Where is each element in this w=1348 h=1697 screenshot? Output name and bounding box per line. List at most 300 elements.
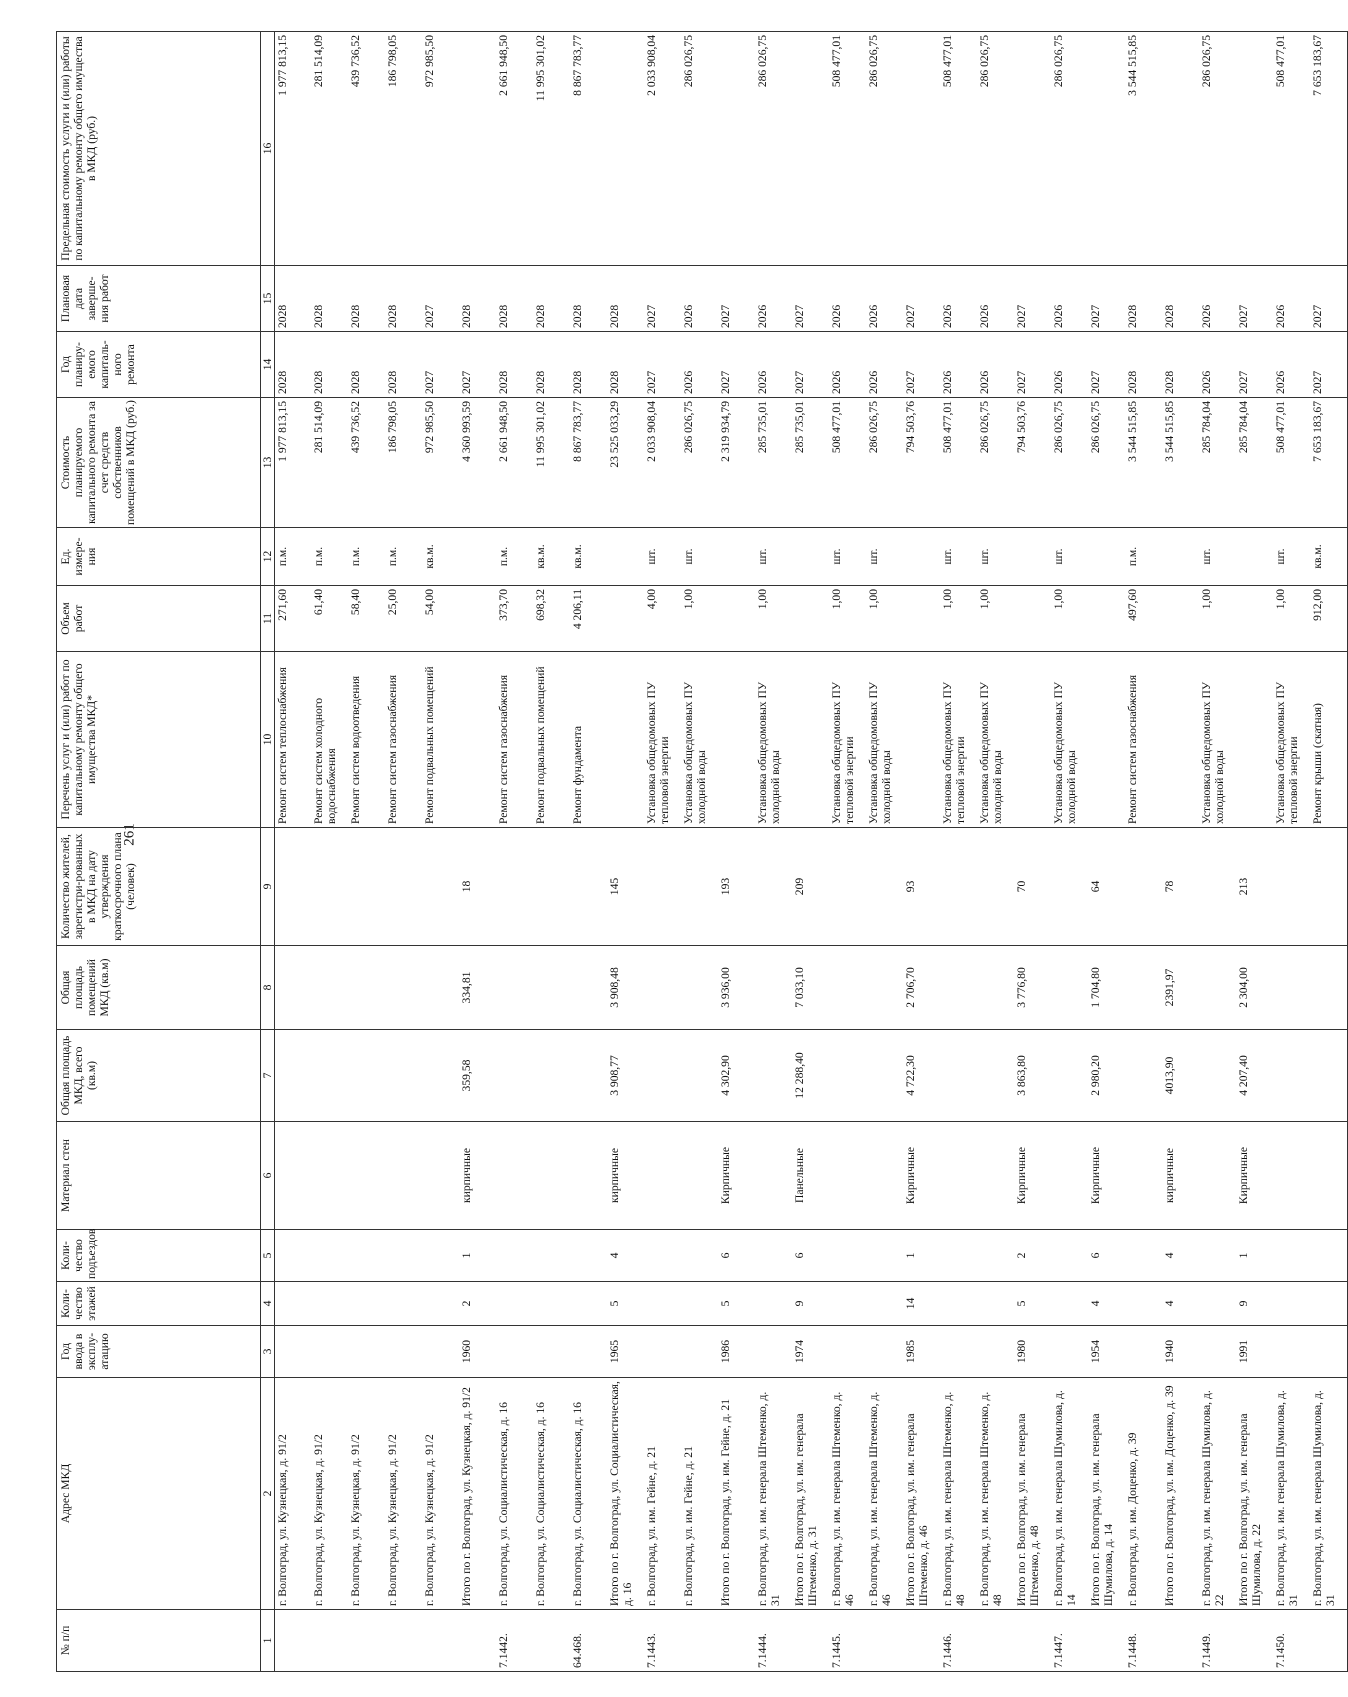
table-cell xyxy=(1088,1610,1125,1672)
table-cell: 698,32 xyxy=(533,586,570,652)
table-cell: Установка общедомовых ПУ холодной воды xyxy=(866,652,903,828)
table-cell xyxy=(1310,828,1347,946)
table-cell xyxy=(385,828,422,946)
rotated-page xyxy=(56,32,1338,1672)
table-cell: 193 xyxy=(718,828,755,946)
table-cell xyxy=(1051,946,1088,1030)
table-cell: 4013,90 xyxy=(1162,1030,1199,1122)
table-cell: г. Волгоград, ул. Кузнецкая, д. 91/2 xyxy=(311,1378,348,1610)
table-cell xyxy=(1051,828,1088,946)
table-cell: 2028 xyxy=(533,332,570,398)
table-cell xyxy=(755,1326,792,1378)
table-cell xyxy=(644,1230,681,1282)
header-cell: Количество жителей, зарегистри-рованных в МКД на дату утверждения краткосрочного плана (человек) xyxy=(57,828,261,946)
table-cell xyxy=(533,1030,570,1122)
column-number: 2 xyxy=(261,1378,275,1610)
table-row xyxy=(1199,32,1236,1672)
table-cell xyxy=(755,828,792,946)
table-cell xyxy=(1273,1030,1310,1122)
table-cell: 7.1445. xyxy=(829,1610,866,1672)
table-cell: 1986 xyxy=(718,1326,755,1378)
table-cell: 1980 xyxy=(1014,1326,1051,1378)
table-cell: 2027 xyxy=(422,332,459,398)
table-cell xyxy=(681,828,718,946)
table-cell xyxy=(644,1326,681,1378)
table-cell xyxy=(1014,528,1051,586)
table-cell xyxy=(866,1326,903,1378)
table-cell: 4 207,40 xyxy=(1236,1030,1273,1122)
table-cell xyxy=(311,1030,348,1122)
table-cell xyxy=(311,946,348,1030)
table-cell: 2 xyxy=(459,1282,496,1326)
table-cell: 2027 xyxy=(1088,332,1125,398)
table-cell: 4 xyxy=(1162,1230,1199,1282)
table-cell xyxy=(718,32,755,266)
table-cell xyxy=(570,828,607,946)
table-cell xyxy=(1273,1282,1310,1326)
column-number: 3 xyxy=(261,1326,275,1378)
table-cell xyxy=(1273,1122,1310,1230)
table-cell: 3 863,80 xyxy=(1014,1030,1051,1122)
table-cell xyxy=(1273,1230,1310,1282)
table-cell xyxy=(570,1282,607,1326)
table-cell: Установка общедомовых ПУ холодной воды xyxy=(755,652,792,828)
table-row xyxy=(1310,32,1347,1672)
table-cell xyxy=(1125,1230,1162,1282)
table-cell: 2 980,20 xyxy=(1088,1030,1125,1122)
table-cell: г. Волгоград, ул. им. генерала Шумилова, д. 22 xyxy=(1199,1378,1236,1610)
table-cell xyxy=(422,828,459,946)
table-cell xyxy=(607,32,644,266)
table-cell xyxy=(533,1282,570,1326)
table-cell xyxy=(940,828,977,946)
table-cell: 2028 xyxy=(348,332,385,398)
column-number: 4 xyxy=(261,1282,275,1326)
table-cell xyxy=(792,586,829,652)
table-cell: Кирпичные xyxy=(903,1122,940,1230)
table-cell xyxy=(422,1282,459,1326)
table-cell: 25,00 xyxy=(385,586,422,652)
table-cell: 794 503,76 xyxy=(903,398,940,528)
table-cell xyxy=(496,1122,533,1230)
table-cell xyxy=(1125,1326,1162,1378)
table-cell xyxy=(1162,32,1199,266)
table-cell: 2026 xyxy=(681,332,718,398)
table-cell: 2026 xyxy=(1051,332,1088,398)
table-cell xyxy=(792,528,829,586)
table-cell xyxy=(570,1122,607,1230)
table-cell xyxy=(644,1122,681,1230)
table-cell: 972 985,50 xyxy=(422,32,459,266)
table-cell xyxy=(348,1030,385,1122)
table-cell: 9 xyxy=(792,1282,829,1326)
table-cell: 1960 xyxy=(459,1326,496,1378)
table-row xyxy=(570,32,607,1672)
table-cell: 2 319 934,79 xyxy=(718,398,755,528)
table-cell: 1 977 813,15 xyxy=(274,32,311,266)
table-cell: 64.468. xyxy=(570,1610,607,1672)
header-cell: Ед. измере-ния xyxy=(57,528,261,586)
table-row xyxy=(1273,32,1310,1672)
table-cell: 439 736,52 xyxy=(348,32,385,266)
table-cell: 78 xyxy=(1162,828,1199,946)
table-cell xyxy=(496,1282,533,1326)
header-cell: Год планиру-емого капиталь-ного ремонта xyxy=(57,332,261,398)
table-cell: 1,00 xyxy=(940,586,977,652)
table-cell xyxy=(903,32,940,266)
table-cell: Ремонт подвальных помещений xyxy=(533,652,570,828)
table-row xyxy=(718,32,755,1672)
table-cell xyxy=(385,1122,422,1230)
table-cell: 286 026,75 xyxy=(681,32,718,266)
table-cell: 2026 xyxy=(1051,266,1088,332)
table-cell: Итого по г. Волгоград, ул. Социалистическая, д. 16 xyxy=(607,1378,644,1610)
table-cell: 1,00 xyxy=(977,586,1014,652)
table-cell xyxy=(1162,652,1199,828)
table-cell xyxy=(1162,528,1199,586)
table-cell xyxy=(1088,586,1125,652)
table-cell: 2391,97 xyxy=(1162,946,1199,1030)
table-cell xyxy=(1014,32,1051,266)
table-cell xyxy=(1273,1326,1310,1378)
table-cell: 2027 xyxy=(1088,266,1125,332)
table-cell: 1 xyxy=(1236,1230,1273,1282)
table-cell: 2026 xyxy=(829,332,866,398)
table-cell: 2028 xyxy=(1125,332,1162,398)
table-cell xyxy=(274,1030,311,1122)
table-cell: 286 026,75 xyxy=(1051,32,1088,266)
column-number: 13 xyxy=(261,398,275,528)
column-number: 12 xyxy=(261,528,275,586)
table-cell: 2028 xyxy=(274,332,311,398)
table-cell: Установка общедомовых ПУ холодной воды xyxy=(1051,652,1088,828)
table-cell xyxy=(311,1230,348,1282)
table-cell: 2027 xyxy=(1310,332,1347,398)
table-cell xyxy=(1236,1610,1273,1672)
table-cell xyxy=(792,32,829,266)
table-cell: шт. xyxy=(755,528,792,586)
table-cell xyxy=(1236,586,1273,652)
table-cell xyxy=(607,1610,644,1672)
table-cell: 1 977 813,15 xyxy=(274,398,311,528)
table-cell: 1985 xyxy=(903,1326,940,1378)
table-body xyxy=(274,32,1347,1672)
table-cell: 508 477,01 xyxy=(1273,398,1310,528)
table-cell: 4 722,30 xyxy=(903,1030,940,1122)
table-cell xyxy=(866,946,903,1030)
table-cell: 2028 xyxy=(496,266,533,332)
table-cell: 1991 xyxy=(1236,1326,1273,1378)
table-cell: 14 xyxy=(903,1282,940,1326)
table-cell: 439 736,52 xyxy=(348,398,385,528)
header-cell: Год ввода в эксплу-атацию xyxy=(57,1326,261,1378)
table-cell: 2028 xyxy=(459,266,496,332)
table-cell xyxy=(533,1122,570,1230)
table-cell: 286 026,75 xyxy=(1199,32,1236,266)
table-cell: 4 xyxy=(1088,1282,1125,1326)
table-cell: Ремонт фундамента xyxy=(570,652,607,828)
table-cell xyxy=(533,946,570,1030)
table-cell: г. Волгоград, ул. им. генерала Шумилова, д. 31 xyxy=(1273,1378,1310,1610)
table-cell xyxy=(1199,946,1236,1030)
table-cell: 1974 xyxy=(792,1326,829,1378)
table-cell: 1,00 xyxy=(829,586,866,652)
table-cell: 1,00 xyxy=(1051,586,1088,652)
table-cell: 2027 xyxy=(1236,332,1273,398)
table-cell: 508 477,01 xyxy=(940,32,977,266)
table-row xyxy=(311,32,348,1672)
table-cell: г. Волгоград, ул. им. генерала Шумилова, д. 31 xyxy=(1310,1378,1347,1610)
column-number: 10 xyxy=(261,652,275,828)
table-cell: 2026 xyxy=(681,266,718,332)
table-cell xyxy=(903,652,940,828)
table-cell: 2026 xyxy=(1199,332,1236,398)
table-cell: 271,60 xyxy=(274,586,311,652)
table-cell xyxy=(311,1122,348,1230)
table-cell xyxy=(1236,528,1273,586)
table-cell xyxy=(977,1326,1014,1378)
header-cell: Объем работ xyxy=(57,586,261,652)
table-cell: 1 704,80 xyxy=(1088,946,1125,1030)
table-cell xyxy=(348,1610,385,1672)
table-cell: 2028 xyxy=(311,332,348,398)
table-cell xyxy=(1199,1122,1236,1230)
table-cell: Ремонт систем водоотведения xyxy=(348,652,385,828)
table-cell xyxy=(385,1282,422,1326)
table-cell xyxy=(496,828,533,946)
table-row xyxy=(792,32,829,1672)
table-cell xyxy=(533,1610,570,1672)
table-cell: 8 867 783,77 xyxy=(570,32,607,266)
table-cell xyxy=(533,1230,570,1282)
table-row xyxy=(940,32,977,1672)
table-cell: Итого по г. Волгоград, ул. им. генерала Шумилова, д. 22 xyxy=(1236,1378,1273,1610)
table-cell: 7.1447. xyxy=(1051,1610,1088,1672)
table-cell: 5 xyxy=(718,1282,755,1326)
table-cell: 145 xyxy=(607,828,644,946)
table-cell xyxy=(1162,1610,1199,1672)
table-cell: 1,00 xyxy=(1273,586,1310,652)
table-cell: шт. xyxy=(1199,528,1236,586)
table-cell: Кирпичные xyxy=(718,1122,755,1230)
table-cell: п.м. xyxy=(311,528,348,586)
table-cell: 209 xyxy=(792,828,829,946)
table-cell xyxy=(940,1282,977,1326)
table-cell: Панельные xyxy=(792,1122,829,1230)
table-cell: 508 477,01 xyxy=(940,398,977,528)
table-cell: кв.м. xyxy=(422,528,459,586)
table-cell xyxy=(496,1230,533,1282)
header-cell: Перечень услуг и (или) работ по капитальному ремонту общего имущества МКД* xyxy=(57,652,261,828)
table-cell xyxy=(459,1610,496,1672)
table-cell xyxy=(1088,32,1125,266)
page-number: 261 xyxy=(121,823,138,846)
table-cell xyxy=(718,528,755,586)
table-cell xyxy=(607,528,644,586)
table-cell xyxy=(274,1610,311,1672)
table-cell xyxy=(977,1122,1014,1230)
table-cell xyxy=(1125,1030,1162,1122)
table-cell: п.м. xyxy=(496,528,533,586)
table-cell xyxy=(1088,652,1125,828)
table-cell xyxy=(1199,1282,1236,1326)
table-cell: 2027 xyxy=(1014,266,1051,332)
table-cell: кирпичные xyxy=(1162,1122,1199,1230)
table-cell: 497,60 xyxy=(1125,586,1162,652)
table-cell: 286 026,75 xyxy=(1051,398,1088,528)
table-cell: 2 661 948,50 xyxy=(496,398,533,528)
table-cell: Итого по г. Волгоград, ул. Кузнецкая, д. 91/2 xyxy=(459,1378,496,1610)
table-cell: 972 985,50 xyxy=(422,398,459,528)
table-cell xyxy=(1310,1610,1347,1672)
table-cell xyxy=(1273,946,1310,1030)
table-cell: 4 206,11 xyxy=(570,586,607,652)
table-cell: 4 xyxy=(1162,1282,1199,1326)
table-cell xyxy=(1310,946,1347,1030)
header-cell: Общая площадь помещений МКД (кв.м) xyxy=(57,946,261,1030)
column-number: 15 xyxy=(261,266,275,332)
table-cell xyxy=(607,652,644,828)
table-cell xyxy=(1236,652,1273,828)
table-cell xyxy=(829,1030,866,1122)
table-cell: г. Волгоград, ул. им. генерала Штеменко, д. 48 xyxy=(977,1378,1014,1610)
table-cell: 285 784,04 xyxy=(1199,398,1236,528)
header-cell: Адрес МКД xyxy=(57,1378,261,1610)
table-row xyxy=(348,32,385,1672)
table-cell xyxy=(1125,946,1162,1030)
table-cell xyxy=(1051,1282,1088,1326)
table-cell xyxy=(459,528,496,586)
table-cell xyxy=(459,32,496,266)
table-cell xyxy=(866,1610,903,1672)
table-cell xyxy=(1310,1282,1347,1326)
table-cell: 286 026,75 xyxy=(977,398,1014,528)
table-cell: 11 995 301,02 xyxy=(533,398,570,528)
table-cell: 7.1450. xyxy=(1273,1610,1310,1672)
table-cell: г. Волгоград, ул. Социалистическая, д. 16 xyxy=(496,1378,533,1610)
table-cell xyxy=(829,1282,866,1326)
table-cell: 1954 xyxy=(1088,1326,1125,1378)
table-cell: 2027 xyxy=(903,266,940,332)
table-cell xyxy=(274,1122,311,1230)
table-row xyxy=(681,32,718,1672)
table-cell: г. Волгоград, ул. Социалистическая, д. 16 xyxy=(533,1378,570,1610)
table-cell: 58,40 xyxy=(348,586,385,652)
table-cell: 3 544 515,85 xyxy=(1162,398,1199,528)
table-cell: 12 288,40 xyxy=(792,1030,829,1122)
table-cell: 2028 xyxy=(1162,332,1199,398)
table-cell xyxy=(1310,1326,1347,1378)
table-cell: 7.1444. xyxy=(755,1610,792,1672)
table-cell: 6 xyxy=(792,1230,829,1282)
column-number: 11 xyxy=(261,586,275,652)
table-cell: шт. xyxy=(977,528,1014,586)
table-cell: Ремонт систем газоснабжения xyxy=(385,652,422,828)
table-cell: 2028 xyxy=(311,266,348,332)
table-cell: 4 302,90 xyxy=(718,1030,755,1122)
table-cell: Итого по г. Волгоград, ул. им. генерала Штеменко, д. 31 xyxy=(792,1378,829,1610)
table-cell xyxy=(755,1230,792,1282)
table-cell xyxy=(348,1282,385,1326)
table-cell: 281 514,09 xyxy=(311,32,348,266)
table-cell xyxy=(755,946,792,1030)
table-cell xyxy=(274,828,311,946)
table-cell: 6 xyxy=(1088,1230,1125,1282)
table-cell: 2026 xyxy=(866,266,903,332)
table-row xyxy=(1125,32,1162,1672)
table-cell xyxy=(570,1030,607,1122)
table-cell: 508 477,01 xyxy=(829,32,866,266)
table-cell: Установка общедомовых ПУ холодной воды xyxy=(977,652,1014,828)
table-cell: 2026 xyxy=(866,332,903,398)
table-cell xyxy=(1125,1122,1162,1230)
table-cell xyxy=(311,1282,348,1326)
table-cell: 2 xyxy=(1014,1230,1051,1282)
table-cell xyxy=(496,1030,533,1122)
table-cell: 1 xyxy=(903,1230,940,1282)
table-cell: 23 525 033,29 xyxy=(607,398,644,528)
table-cell xyxy=(496,1326,533,1378)
table-cell xyxy=(348,828,385,946)
table-cell: 1,00 xyxy=(681,586,718,652)
table-cell: 2028 xyxy=(1125,266,1162,332)
table-row xyxy=(422,32,459,1672)
table-row xyxy=(1162,32,1199,1672)
table-cell: кв.м. xyxy=(1310,528,1347,586)
table-cell: 93 xyxy=(903,828,940,946)
table-cell: 2026 xyxy=(755,332,792,398)
table-cell: Установка общедомовых ПУ тепловой энергии xyxy=(829,652,866,828)
table-row xyxy=(607,32,644,1672)
table-cell xyxy=(1199,1326,1236,1378)
table-cell: шт. xyxy=(829,528,866,586)
table-cell xyxy=(274,1230,311,1282)
table-cell: шт. xyxy=(644,528,681,586)
table-row xyxy=(533,32,570,1672)
table-row xyxy=(496,32,533,1672)
table-cell: 2026 xyxy=(1273,332,1310,398)
table-cell xyxy=(385,1326,422,1378)
table-cell xyxy=(718,1610,755,1672)
table-cell xyxy=(1125,828,1162,946)
table-cell xyxy=(348,1122,385,1230)
table-cell xyxy=(385,1230,422,1282)
table-cell: г. Волгоград, ул. Кузнецкая, д. 91/2 xyxy=(385,1378,422,1610)
table-cell: 54,00 xyxy=(422,586,459,652)
table-cell: 5 xyxy=(607,1282,644,1326)
table-cell: г. Волгоград, ул. им. Доценко, д. 39 xyxy=(1125,1378,1162,1610)
table-cell xyxy=(1051,1326,1088,1378)
table-cell: 281 514,09 xyxy=(311,398,348,528)
table-cell xyxy=(866,1282,903,1326)
table-cell: 373,70 xyxy=(496,586,533,652)
table-cell: 6 xyxy=(718,1230,755,1282)
table-cell xyxy=(533,1326,570,1378)
table-cell: кв.м. xyxy=(570,528,607,586)
table-cell xyxy=(866,1122,903,1230)
table-cell xyxy=(1273,828,1310,946)
table-cell xyxy=(792,1610,829,1672)
table-cell: 2026 xyxy=(1199,266,1236,332)
table-cell xyxy=(644,946,681,1030)
table-cell: 286 026,75 xyxy=(977,32,1014,266)
table-cell xyxy=(385,1030,422,1122)
table-cell xyxy=(1051,1230,1088,1282)
table-cell xyxy=(274,1326,311,1378)
header-cell: Коли-чество подъездов xyxy=(57,1230,261,1282)
column-number: 7 xyxy=(261,1030,275,1122)
table-cell xyxy=(940,1326,977,1378)
